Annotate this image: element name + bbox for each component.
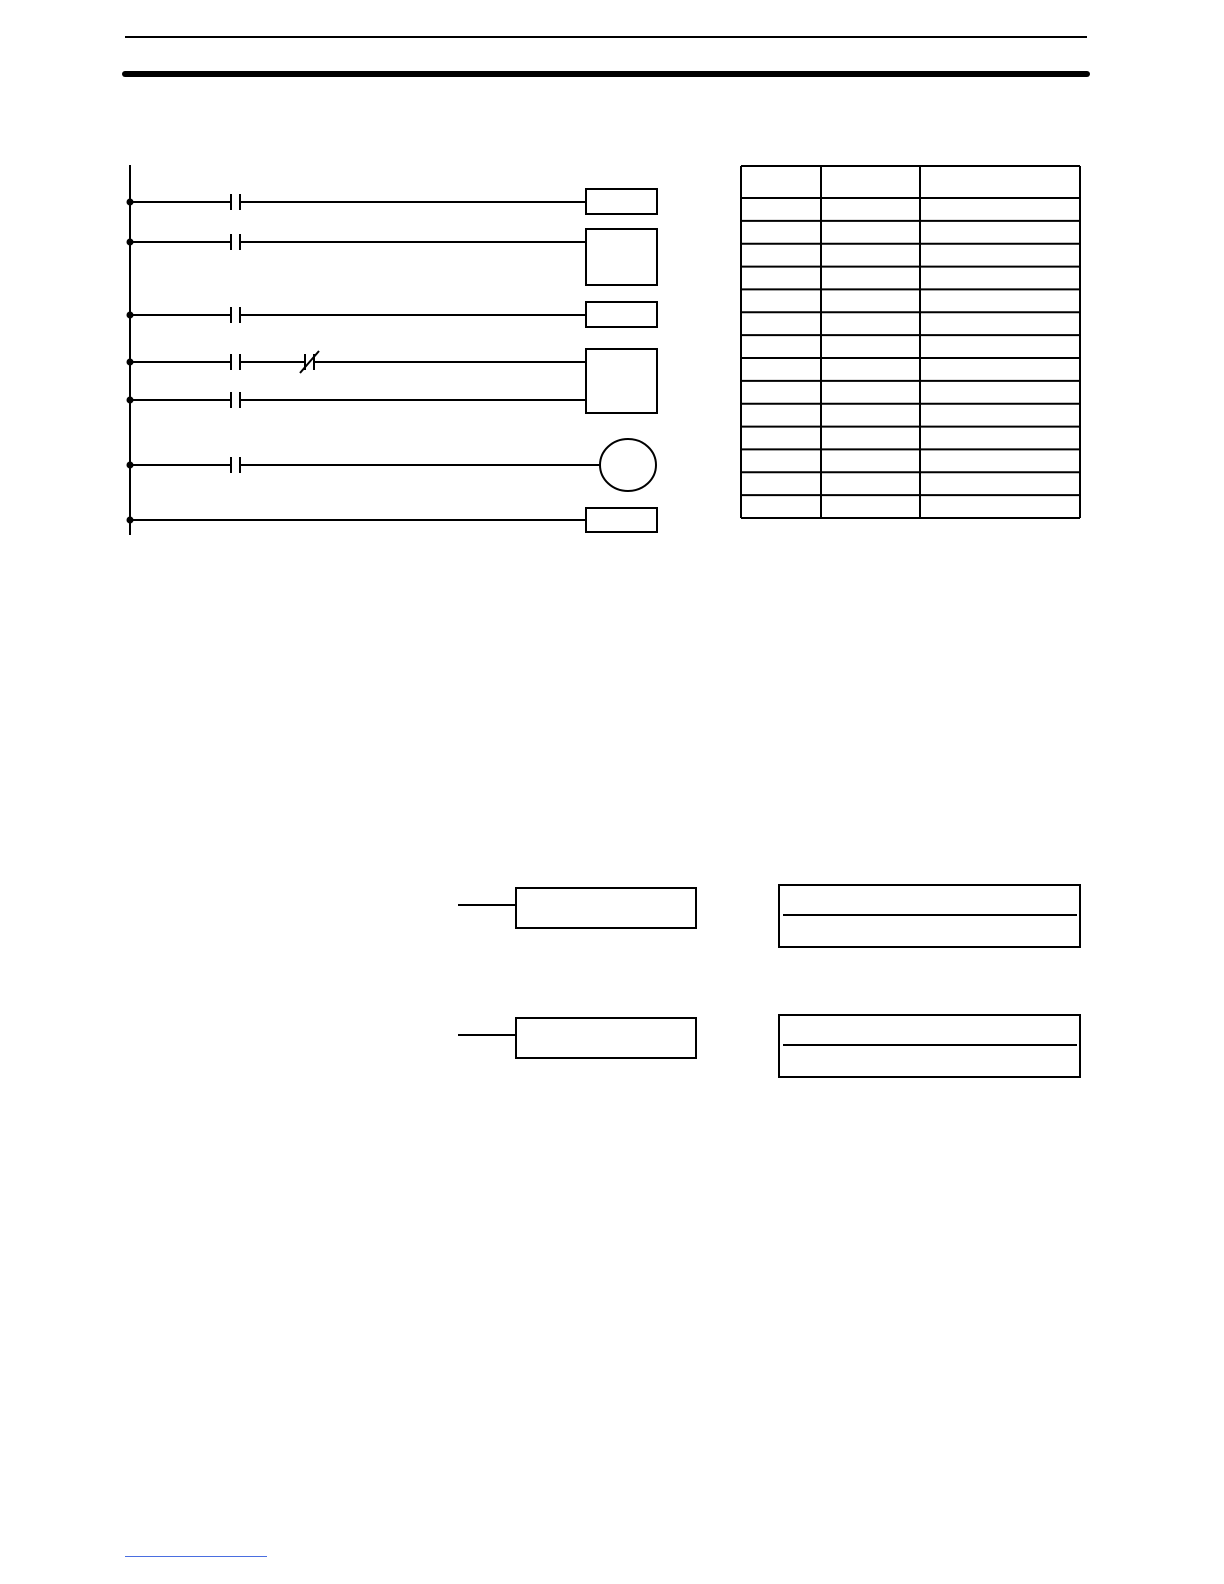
footer-link-underline[interactable] — [125, 1556, 267, 1557]
no-contact-icon — [231, 354, 240, 370]
instruction-block — [586, 349, 657, 413]
example-1 — [458, 885, 1080, 947]
mnemonic-table — [741, 166, 1080, 518]
rung-2 — [127, 229, 658, 285]
example-2 — [458, 1015, 1080, 1077]
no-contact-icon — [231, 392, 240, 408]
output-coil-icon — [600, 439, 656, 491]
rung-1 — [127, 189, 658, 214]
no-contact-icon — [231, 234, 240, 250]
example-instruction-box — [516, 1018, 696, 1058]
example-instruction-box — [516, 888, 696, 928]
instruction-box — [586, 508, 657, 532]
rung-3 — [127, 302, 658, 327]
rung-5 — [127, 392, 587, 408]
rung-4 — [127, 349, 658, 413]
instruction-box — [586, 189, 657, 214]
rung-6 — [127, 439, 657, 491]
no-contact-icon — [231, 194, 240, 210]
instruction-block — [586, 229, 657, 285]
no-contact-icon — [231, 307, 240, 323]
no-contact-icon — [231, 457, 240, 473]
instruction-box — [586, 302, 657, 327]
rung-7 — [127, 508, 658, 532]
